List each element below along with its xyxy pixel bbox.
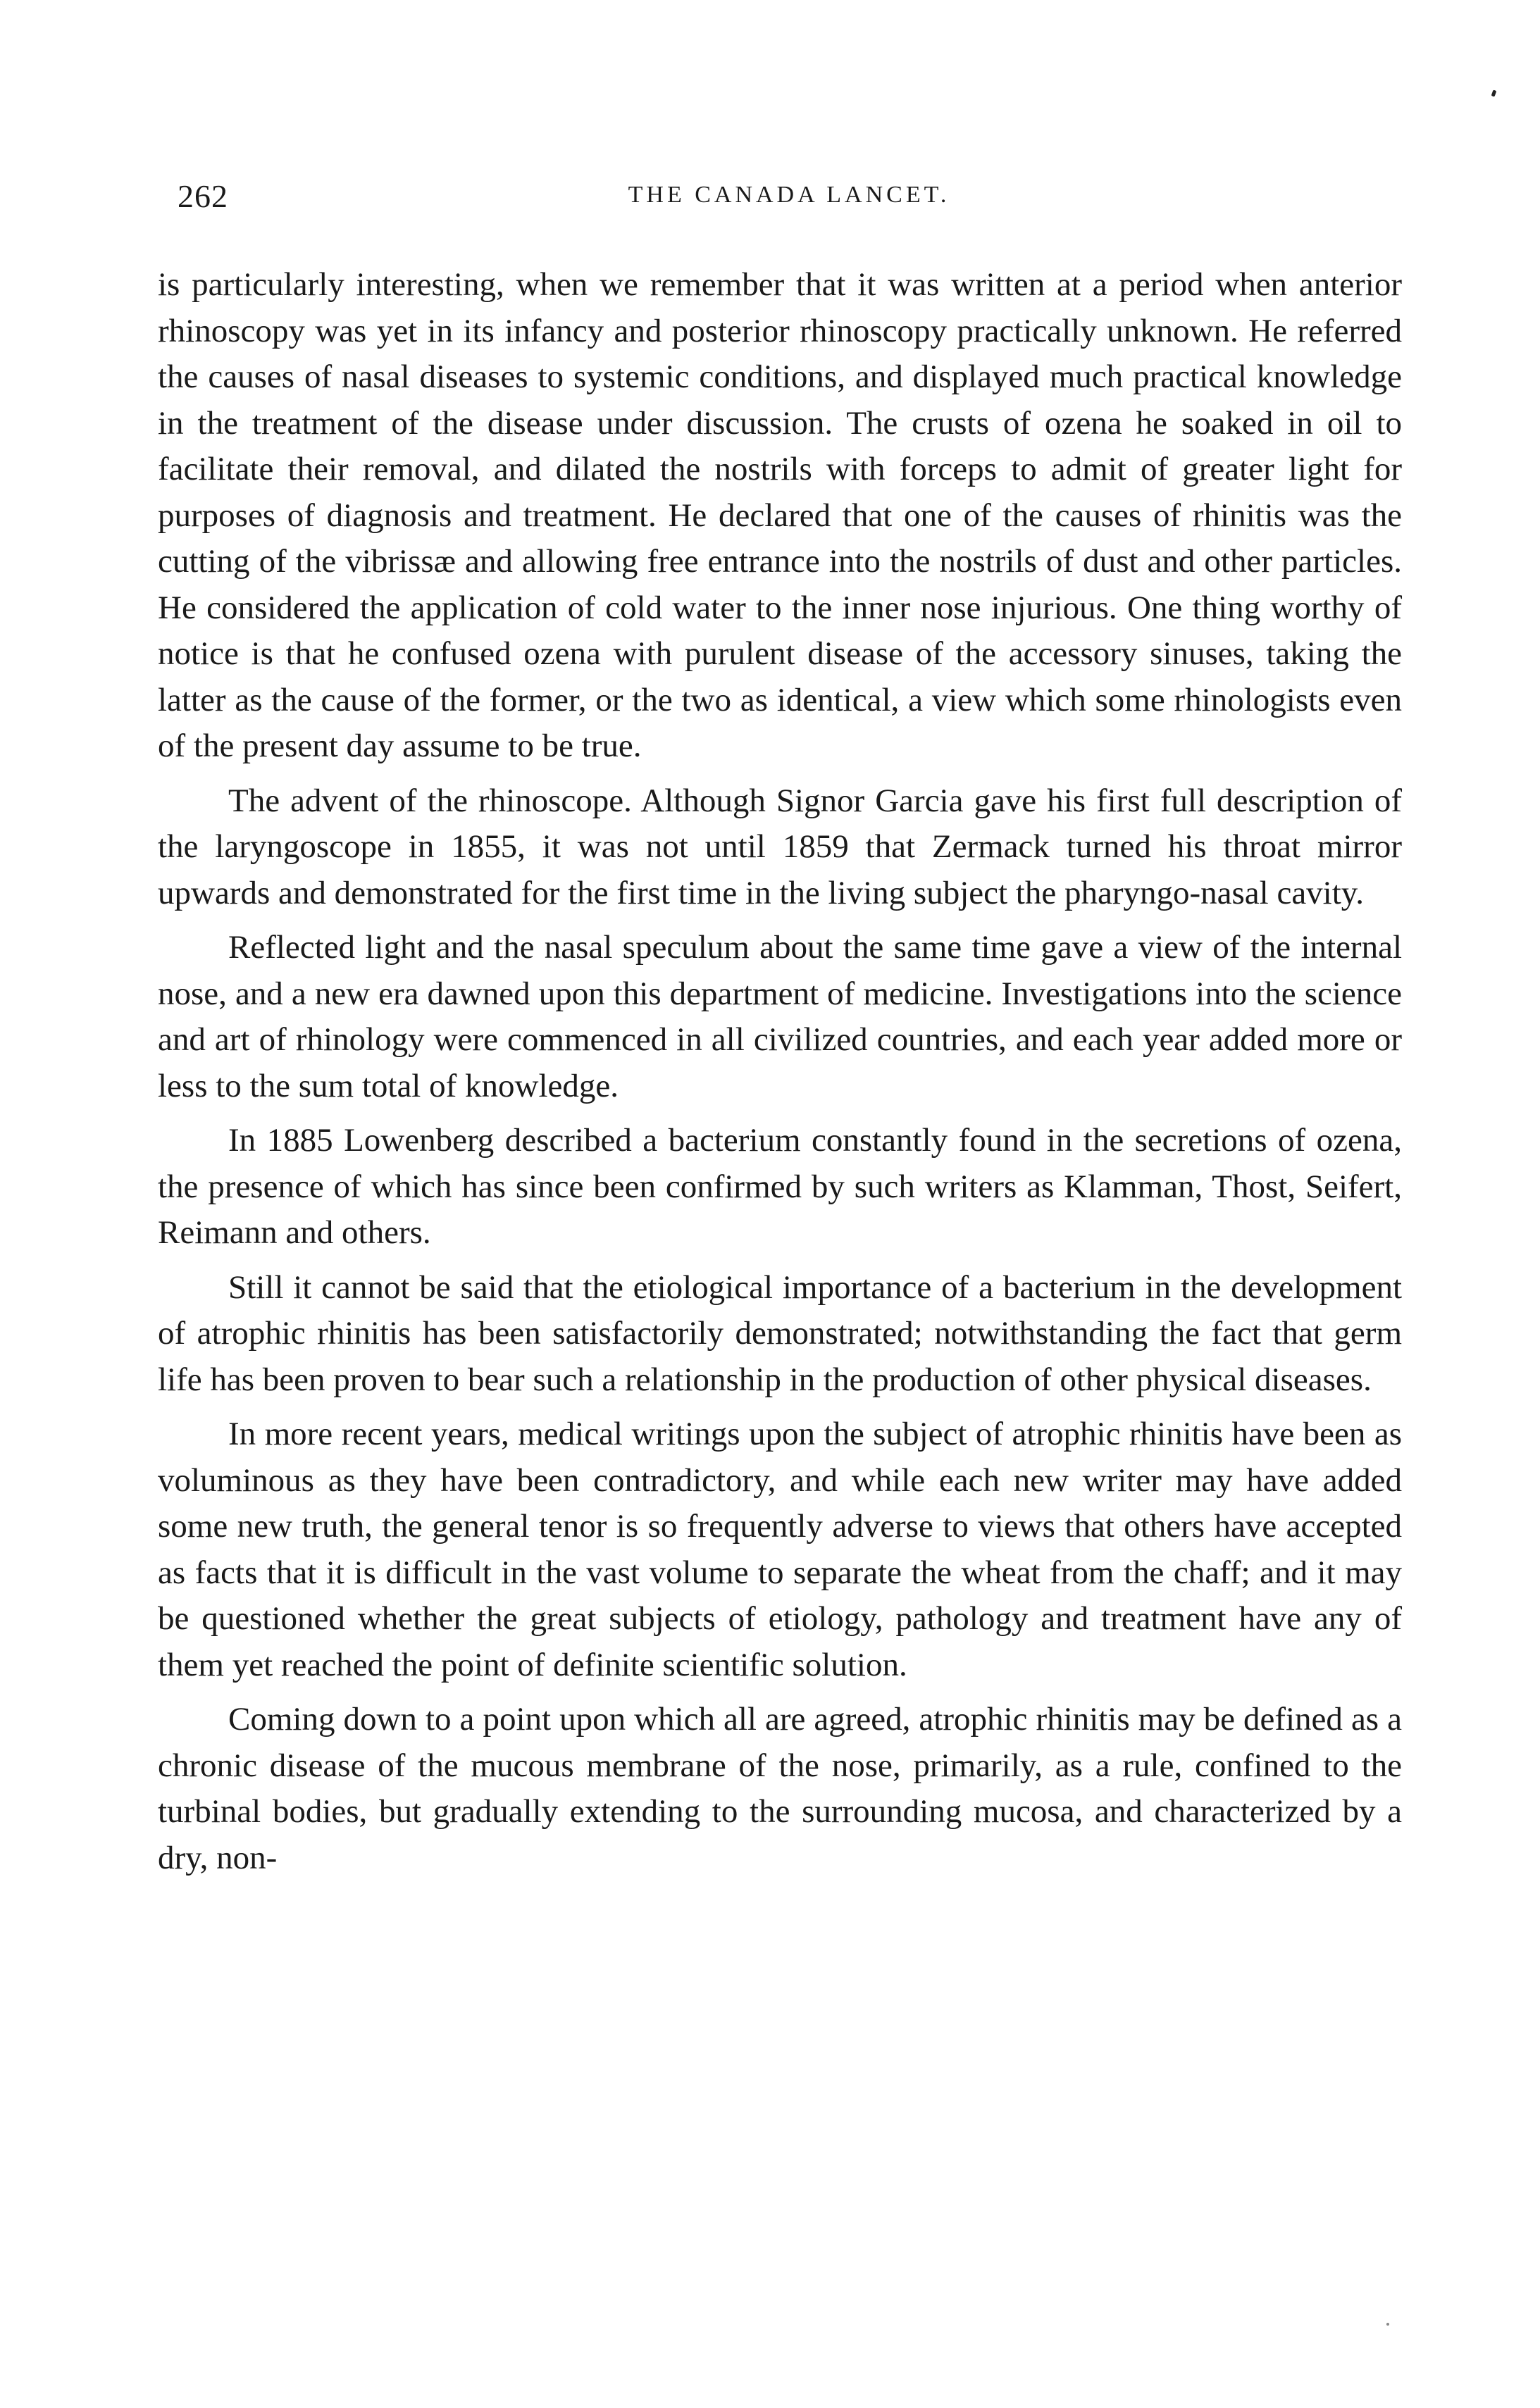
stray-ink-dot — [1386, 2323, 1389, 2326]
body-text — [158, 262, 1402, 1890]
page-header — [178, 177, 1401, 227]
running-head: THE CANADA LANCET. — [628, 182, 950, 208]
paragraph-lowenberg: In 1885 Lowenberg described a bacterium constantly found in the secretions of ozena, the presence of which has since been confirmed by such writers as Klamman, Thost, Seifert, Reimann and others. — [158, 1122, 1402, 1251]
paragraph-continuation: is particularly interesting, when we remember that it was written at a period when anterior rhinoscopy was yet in its infancy and posterior rhinoscopy practically unknown. He referred the causes of nasal diseases to systemic conditions, and displayed much practical knowledge in the treatment of the disease under discussion. The crusts of ozena he soaked in oil to facilitate their removal, and dilated the nostrils with forceps to admit of greater light for purposes of diagnosis and treatment. He declared that one of the causes of rhinitis was the cutting of the vibrissæ and allowing free entrance into the nostrils of dust and other particles. He considered the application of cold water to the inner nose injurious. One thing worthy of notice is that he confused ozena with purulent disease of the accessory sinuses, taking the latter as the cause of the former, or the two as identical, a view which some rhinologists even of the present day assume to be true. — [158, 266, 1402, 764]
paragraph-definition: Coming down to a point upon which all are agreed, atrophic rhinitis may be defined as a chronic disease of the mucous membrane of the nose, primarily, as a rule, confined to the turbinal bodies, but gradually extending to the surrounding mucosa, and characterized by a dry, non- — [158, 1701, 1402, 1876]
page-number: 262 — [178, 178, 228, 214]
stray-ink-mark — [1491, 89, 1497, 96]
paragraph-etiological-importance: Still it cannot be said that the etiological importance of a bacterium in the development of atrophic rhinitis has been satisfactorily demonstrated; notwithstanding the fact that germ life has been proven to bear such a relationship in the production of other physical diseases. — [158, 1268, 1402, 1398]
paragraph-recent-years: In more recent years, medical writings upon the subject of atrophic rhinitis have been as voluminous as they have been contradictory, and while each new writer may have added some new truth, the general tenor is so frequently adverse to views that others have accepted as facts that it is difficult in the vast volume to separate the wheat from the chaff; and it may be questioned whether the great subjects of etiology, pathology and treatment have any of them yet reached the point of definite scientific solution. — [158, 1416, 1402, 1683]
paragraph-rhinoscope-advent: The advent of the rhinoscope. Although Signor Garcia gave his first full description of the laryngoscope in 1855, it was not until 1859 that Zermack turned his throat mirror upwards and demonstrated for the first time in the living subject the pharyngo-nasal cavity. — [158, 782, 1402, 911]
paragraph-reflected-light: Reflected light and the nasal speculum about the same time gave a view of the internal nose, and a new era dawned upon this department of medicine. Investigations into the science and art of rhinology were commenced in all civilized countries, and each year added more or less to the sum total of knowledge. — [158, 929, 1402, 1104]
